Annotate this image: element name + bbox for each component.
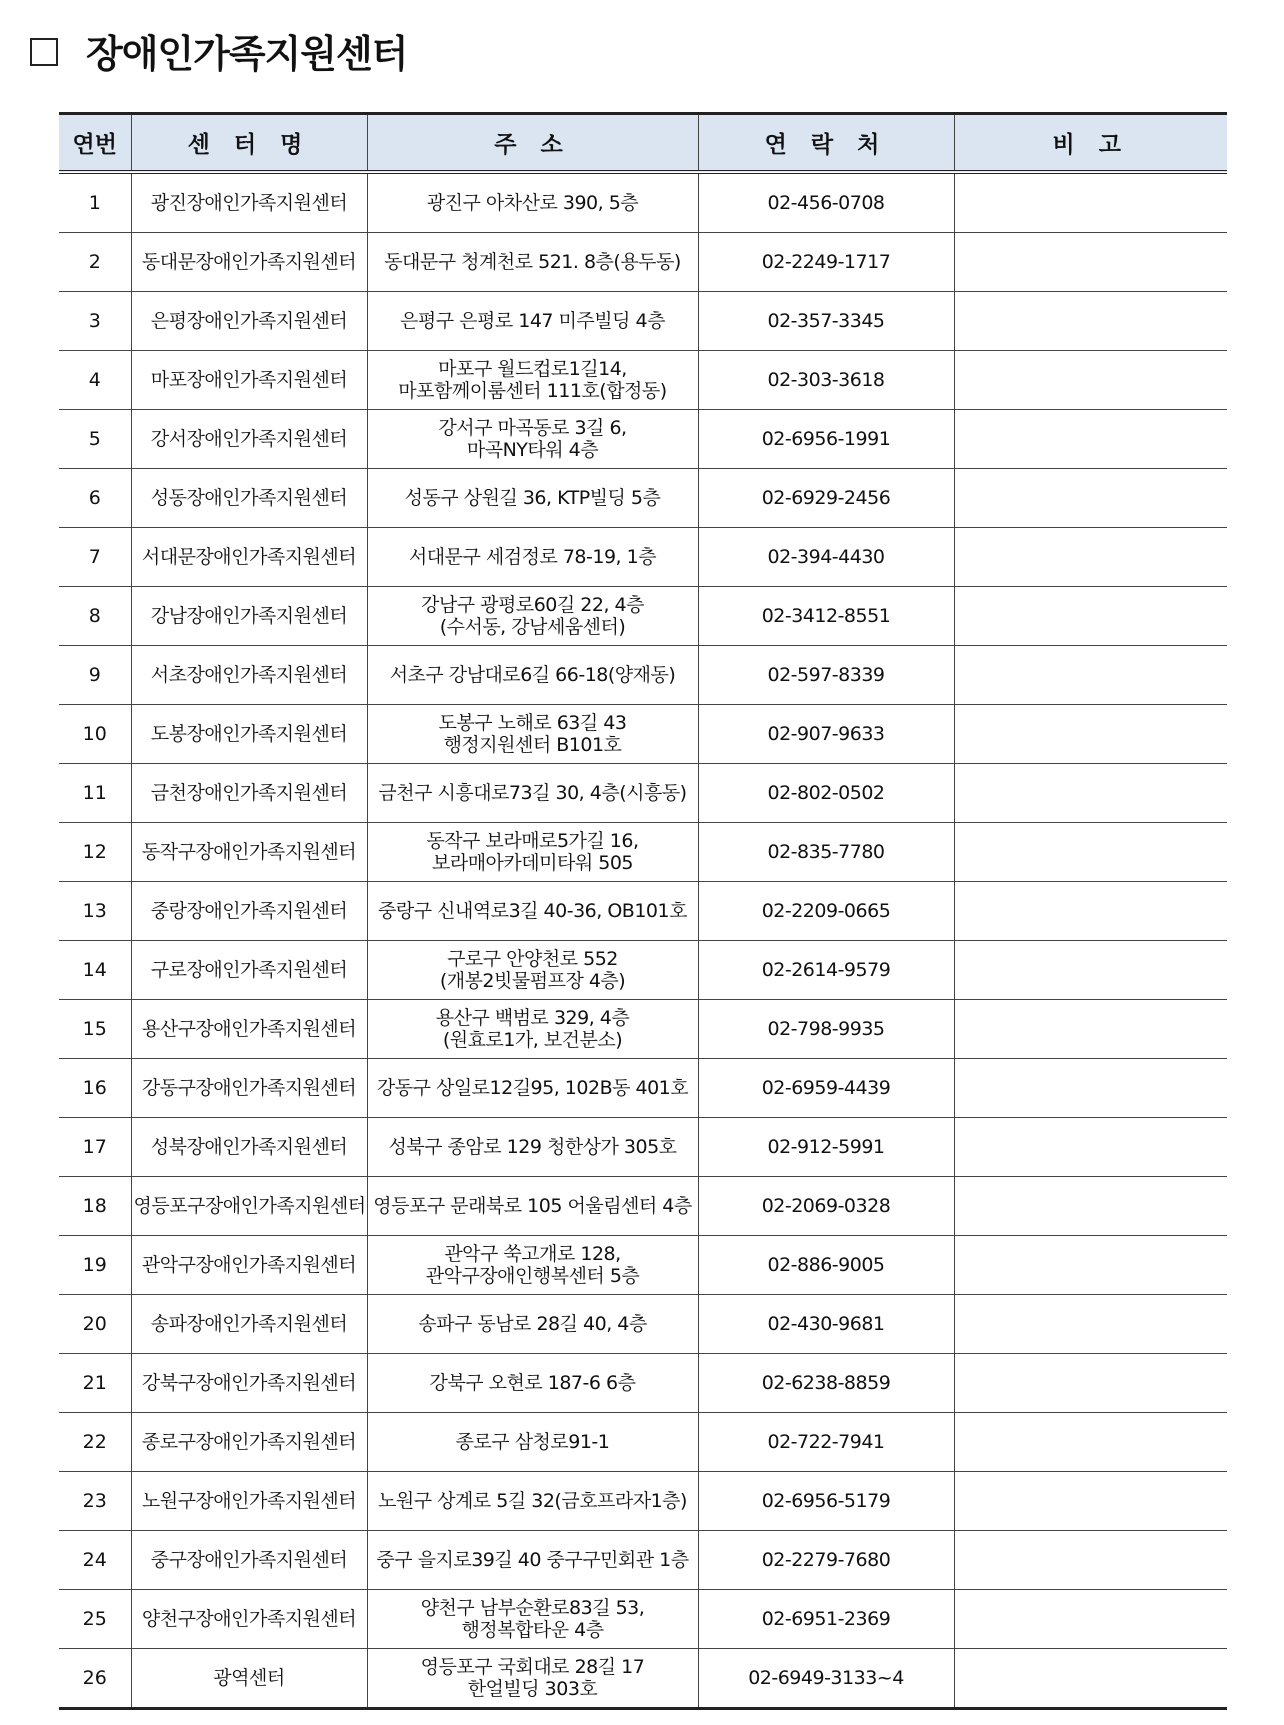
- address-line: 강북구 오현로 187-6 6층: [429, 1372, 636, 1394]
- cell-name: 서초장애인가족지원센터: [131, 646, 367, 705]
- cell-name: 도봉장애인가족지원센터: [131, 705, 367, 764]
- checkbox-square-icon: [30, 38, 58, 66]
- cell-note: [954, 705, 1227, 764]
- address-line: (원효로1가, 보건분소): [442, 1029, 623, 1051]
- cell-note: [954, 1118, 1227, 1177]
- cell-note: [954, 1000, 1227, 1059]
- cell-name: 양천구장애인가족지원센터: [131, 1590, 367, 1649]
- cell-contact: 02-6956-5179: [698, 1472, 954, 1531]
- cell-note: [954, 233, 1227, 292]
- page-title: 장애인가족지원센터: [86, 31, 408, 76]
- cell-no: 18: [59, 1177, 131, 1236]
- cell-note: [954, 941, 1227, 1000]
- cell-address: [367, 941, 698, 1000]
- cell-no: 1: [59, 172, 131, 233]
- cell-contact: 02-6951-2369: [698, 1590, 954, 1649]
- table-row: [59, 1649, 1227, 1709]
- table-row: [59, 410, 1227, 469]
- address-line: 은평구 은평로 147 미주빌딩 4층: [400, 310, 665, 332]
- address-line: 관악구장애인행복센터 5층: [425, 1265, 640, 1287]
- cell-name: 성동장애인가족지원센터: [131, 469, 367, 528]
- cell-no: 3: [59, 292, 131, 351]
- cell-name: 마포장애인가족지원센터: [131, 351, 367, 410]
- cell-address: [367, 1000, 698, 1059]
- header-row: [59, 114, 1227, 173]
- cell-address: [367, 1590, 698, 1649]
- cell-contact: 02-6949-3133~4: [698, 1649, 954, 1709]
- cell-address: [367, 646, 698, 705]
- cell-name: 노원구장애인가족지원센터: [131, 1472, 367, 1531]
- cell-address: [367, 410, 698, 469]
- cell-note: [954, 1177, 1227, 1236]
- cell-name: 성북장애인가족지원센터: [131, 1118, 367, 1177]
- cell-address: [367, 233, 698, 292]
- cell-address: [367, 1177, 698, 1236]
- cell-no: 24: [59, 1531, 131, 1590]
- cell-contact: 02-430-9681: [698, 1295, 954, 1354]
- address-line: 강동구 상일로12길95, 102B동 401호: [376, 1077, 689, 1099]
- cell-name: 구로장애인가족지원센터: [131, 941, 367, 1000]
- table-row: [59, 764, 1227, 823]
- cell-name: 송파장애인가족지원센터: [131, 1295, 367, 1354]
- address-line: 성북구 종암로 129 청한상가 305호: [388, 1136, 677, 1158]
- address-line: 종로구 삼청로91-1: [455, 1431, 610, 1453]
- cell-name: 영등포구장애인가족지원센터: [131, 1177, 367, 1236]
- cell-note: [954, 292, 1227, 351]
- cell-contact: 02-3412-8551: [698, 587, 954, 646]
- table-row: [59, 292, 1227, 351]
- address-line: 동작구 보라매로5가길 16,: [426, 830, 639, 852]
- address-line: 도봉구 노해로 63길 43: [438, 712, 627, 734]
- cell-note: [954, 1354, 1227, 1413]
- cell-address: [367, 351, 698, 410]
- title-area: [30, 20, 407, 80]
- cell-no: 8: [59, 587, 131, 646]
- cell-name: 동작구장애인가족지원센터: [131, 823, 367, 882]
- table-row: [59, 1354, 1227, 1413]
- address-line: 광진구 아차산로 390, 5층: [426, 192, 639, 214]
- cell-no: 7: [59, 528, 131, 587]
- cell-contact: 02-456-0708: [698, 172, 954, 233]
- table-row: [59, 1295, 1227, 1354]
- cell-no: 22: [59, 1413, 131, 1472]
- cell-note: [954, 1295, 1227, 1354]
- cell-address: [367, 764, 698, 823]
- cell-address: [367, 823, 698, 882]
- table-row: [59, 882, 1227, 941]
- header-note: 비 고: [954, 114, 1227, 173]
- cell-address: [367, 882, 698, 941]
- address-line: 한얼빌딩 303호: [467, 1678, 598, 1700]
- table-row: [59, 1413, 1227, 1472]
- header-name: 센 터 명: [131, 114, 367, 173]
- cell-address: [367, 705, 698, 764]
- cell-contact: 02-6238-8859: [698, 1354, 954, 1413]
- cell-no: 5: [59, 410, 131, 469]
- header-no: 연번: [59, 114, 131, 173]
- cell-no: 11: [59, 764, 131, 823]
- cell-name: 동대문장애인가족지원센터: [131, 233, 367, 292]
- cell-note: [954, 351, 1227, 410]
- cell-contact: 02-835-7780: [698, 823, 954, 882]
- header-contact: 연 락 처: [698, 114, 954, 173]
- centers-table: [59, 112, 1227, 1710]
- cell-no: 6: [59, 469, 131, 528]
- address-line: 용산구 백범로 329, 4층: [435, 1007, 630, 1029]
- cell-note: [954, 172, 1227, 233]
- cell-note: [954, 410, 1227, 469]
- cell-contact: 02-6929-2456: [698, 469, 954, 528]
- cell-no: 20: [59, 1295, 131, 1354]
- table-row: [59, 233, 1227, 292]
- cell-contact: 02-2614-9579: [698, 941, 954, 1000]
- table-row: [59, 1059, 1227, 1118]
- header-address: 주 소: [367, 114, 698, 173]
- cell-name: 용산구장애인가족지원센터: [131, 1000, 367, 1059]
- address-line: 행정지원센터 B101호: [443, 734, 622, 756]
- address-line: 중구 을지로39길 40 중구구민회관 1층: [376, 1549, 689, 1571]
- cell-no: 13: [59, 882, 131, 941]
- table-row: [59, 469, 1227, 528]
- cell-no: 17: [59, 1118, 131, 1177]
- cell-no: 15: [59, 1000, 131, 1059]
- table-row: [59, 1118, 1227, 1177]
- table-row: [59, 941, 1227, 1000]
- cell-address: [367, 1236, 698, 1295]
- address-line: 금천구 시흥대로73길 30, 4층(시흥동): [378, 782, 687, 804]
- cell-no: 12: [59, 823, 131, 882]
- cell-contact: 02-722-7941: [698, 1413, 954, 1472]
- cell-name: 강서장애인가족지원센터: [131, 410, 367, 469]
- cell-name: 광역센터: [131, 1649, 367, 1709]
- cell-note: [954, 882, 1227, 941]
- table-row: [59, 172, 1227, 233]
- cell-contact: 02-6959-4439: [698, 1059, 954, 1118]
- cell-address: [367, 1531, 698, 1590]
- cell-contact: 02-2249-1717: [698, 233, 954, 292]
- address-line: 송파구 동남로 28길 40, 4층: [418, 1313, 647, 1335]
- address-line: 서대문구 세검정로 78-19, 1층: [408, 546, 657, 568]
- cell-name: 강남장애인가족지원센터: [131, 587, 367, 646]
- cell-contact: 02-798-9935: [698, 1000, 954, 1059]
- cell-no: 16: [59, 1059, 131, 1118]
- cell-name: 중랑장애인가족지원센터: [131, 882, 367, 941]
- cell-note: [954, 1590, 1227, 1649]
- cell-name: 은평장애인가족지원센터: [131, 292, 367, 351]
- cell-name: 관악구장애인가족지원센터: [131, 1236, 367, 1295]
- cell-name: 강북구장애인가족지원센터: [131, 1354, 367, 1413]
- cell-no: 2: [59, 233, 131, 292]
- cell-note: [954, 646, 1227, 705]
- cell-no: 14: [59, 941, 131, 1000]
- address-line: 영등포구 국회대로 28길 17: [420, 1656, 645, 1678]
- cell-note: [954, 1472, 1227, 1531]
- cell-address: [367, 172, 698, 233]
- cell-note: [954, 469, 1227, 528]
- cell-address: [367, 292, 698, 351]
- address-line: 마곡NY타워 4층: [466, 439, 599, 461]
- cell-address: [367, 1354, 698, 1413]
- address-line: 양천구 남부순환로83길 53,: [420, 1597, 645, 1619]
- table-row: [59, 823, 1227, 882]
- address-line: 영등포구 문래북로 105 어울림센터 4층: [373, 1195, 692, 1217]
- cell-address: [367, 1413, 698, 1472]
- cell-no: 23: [59, 1472, 131, 1531]
- cell-no: 10: [59, 705, 131, 764]
- address-line: 마포구 월드컵로1길14,: [438, 358, 627, 380]
- cell-name: 서대문장애인가족지원센터: [131, 528, 367, 587]
- address-line: 강서구 마곡동로 3길 6,: [438, 417, 627, 439]
- address-line: 중랑구 신내역로3길 40-36, OB101호: [378, 900, 687, 922]
- table-row: [59, 646, 1227, 705]
- cell-no: 26: [59, 1649, 131, 1709]
- table-row: [59, 1590, 1227, 1649]
- cell-contact: 02-802-0502: [698, 764, 954, 823]
- address-line: 행정복합타운 4층: [461, 1619, 604, 1641]
- cell-no: 9: [59, 646, 131, 705]
- address-line: (개봉2빗물펌프장 4층): [439, 970, 626, 992]
- address-line: 관악구 쑥고개로 128,: [444, 1243, 621, 1265]
- cell-note: [954, 823, 1227, 882]
- table-row: [59, 528, 1227, 587]
- table-row: [59, 587, 1227, 646]
- cell-contact: 02-2209-0665: [698, 882, 954, 941]
- table-row: [59, 351, 1227, 410]
- address-line: 노원구 상계로 5길 32(금호프라자1층): [378, 1490, 687, 1512]
- cell-contact: 02-597-8339: [698, 646, 954, 705]
- table-body: [59, 172, 1227, 1709]
- table-row: [59, 1000, 1227, 1059]
- address-line: 서초구 강남대로6길 66-18(양재동): [389, 664, 676, 686]
- cell-note: [954, 1413, 1227, 1472]
- cell-contact: 02-303-3618: [698, 351, 954, 410]
- cell-note: [954, 1059, 1227, 1118]
- address-line: 마포함께이룸센터 111호(합정동): [398, 380, 667, 402]
- cell-contact: 02-907-9633: [698, 705, 954, 764]
- address-line: 강남구 광평로60길 22, 4층: [421, 594, 644, 616]
- table-row: [59, 1236, 1227, 1295]
- cell-address: [367, 1118, 698, 1177]
- cell-contact: 02-394-4430: [698, 528, 954, 587]
- address-line: (수서동, 강남세움센터): [439, 616, 626, 638]
- cell-contact: 02-357-3345: [698, 292, 954, 351]
- cell-address: [367, 587, 698, 646]
- cell-note: [954, 764, 1227, 823]
- cell-address: [367, 1295, 698, 1354]
- cell-contact: 02-2069-0328: [698, 1177, 954, 1236]
- cell-name: 종로구장애인가족지원센터: [131, 1413, 367, 1472]
- address-line: 구로구 안양천로 552: [447, 948, 618, 970]
- table-row: [59, 705, 1227, 764]
- cell-name: 광진장애인가족지원센터: [131, 172, 367, 233]
- cell-no: 19: [59, 1236, 131, 1295]
- cell-note: [954, 1649, 1227, 1709]
- cell-note: [954, 1531, 1227, 1590]
- cell-contact: 02-912-5991: [698, 1118, 954, 1177]
- cell-contact: 02-6956-1991: [698, 410, 954, 469]
- cell-address: [367, 1472, 698, 1531]
- cell-address: [367, 469, 698, 528]
- cell-no: 21: [59, 1354, 131, 1413]
- cell-no: 25: [59, 1590, 131, 1649]
- table-row: [59, 1472, 1227, 1531]
- cell-note: [954, 1236, 1227, 1295]
- cell-address: [367, 1649, 698, 1709]
- table-row: [59, 1531, 1227, 1590]
- cell-contact: 02-886-9005: [698, 1236, 954, 1295]
- cell-note: [954, 587, 1227, 646]
- cell-address: [367, 1059, 698, 1118]
- cell-name: 중구장애인가족지원센터: [131, 1531, 367, 1590]
- cell-address: [367, 528, 698, 587]
- address-line: 성동구 상원길 36, KTP빌딩 5층: [404, 487, 661, 509]
- cell-contact: 02-2279-7680: [698, 1531, 954, 1590]
- cell-no: 4: [59, 351, 131, 410]
- cell-name: 금천장애인가족지원센터: [131, 764, 367, 823]
- cell-name: 강동구장애인가족지원센터: [131, 1059, 367, 1118]
- address-line: 보라매아카데미타워 505: [432, 852, 633, 874]
- address-line: 동대문구 청계천로 521. 8층(용두동): [384, 251, 681, 273]
- cell-note: [954, 528, 1227, 587]
- table-row: [59, 1177, 1227, 1236]
